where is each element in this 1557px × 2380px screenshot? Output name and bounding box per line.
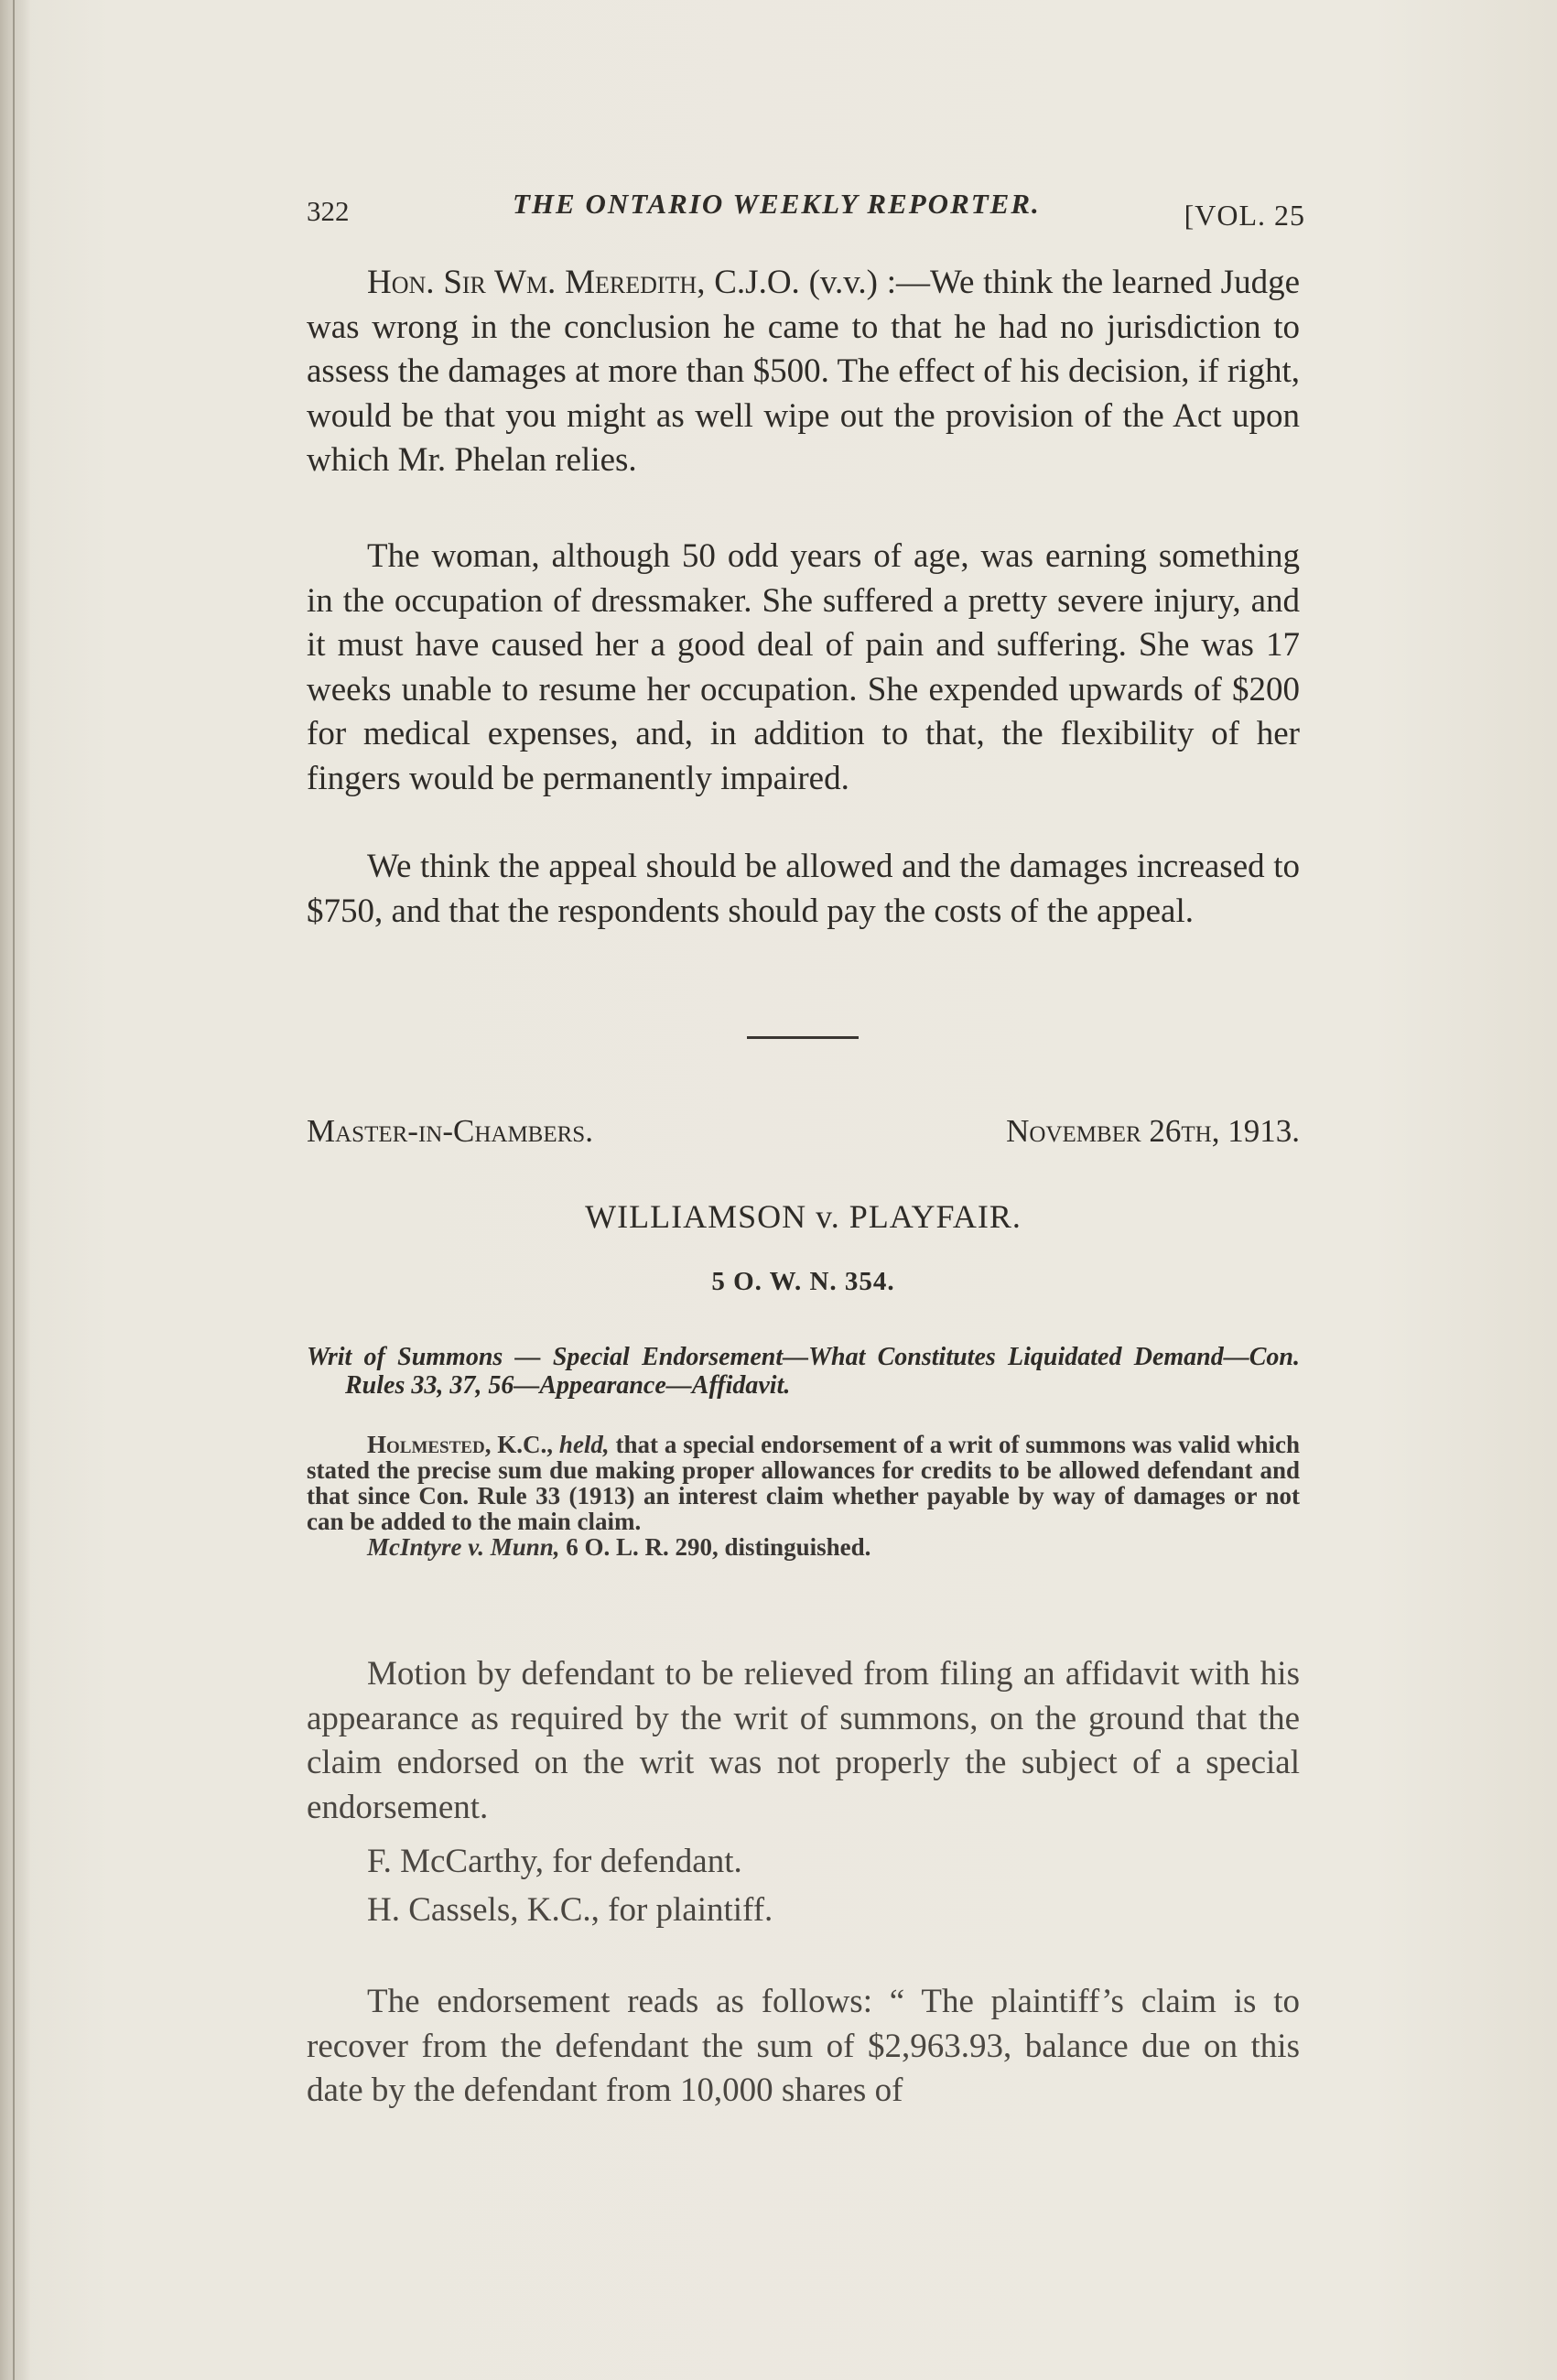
running-header [307, 188, 1305, 243]
judgment-text-1: (v.v.) :—We think the learned Judge was wrong in the conclusion he came to that he had no jurisdiction to assess the damages at more than $500. The effect of his decision, if right, would be that you might as well wipe out the provision of the Act upon which Mr. Phelan relies. [307, 264, 1300, 479]
headnote-held: held, [553, 1431, 610, 1458]
court-date-line [307, 1113, 1300, 1159]
endorsement-text: The endorsement reads as follows: “ The plaintiff’s claim is to recover from the defendant the sum of $2,963.93, balance due on this date by the defendant from 10,000 shares of [307, 1983, 1300, 2109]
headnote [307, 1432, 1300, 1560]
catchwords: Writ of Summons — Special Endorsement—What Constitutes Liquidated Demand—Con. Rules 33, 37, 56—Appearance—Affidavit. [307, 1343, 1300, 1400]
endorsement-paragraph [307, 1980, 1300, 2114]
motion-paragraph [307, 1652, 1300, 1830]
counsel-defendant: F. McCarthy, for defendant. [367, 1843, 742, 1880]
judgment-text-3: We think the appeal should be allowed and the damages increased to $750, and that the respondents should pay the costs of the appeal. [307, 848, 1300, 930]
binding-edge-line [13, 0, 15, 2380]
decision-date: November 26th, 1913. [1006, 1113, 1300, 1149]
volume-label: [VOL. 25 [1184, 199, 1305, 232]
page-binding-shadow [0, 0, 31, 2380]
page-number: 322 [307, 195, 350, 227]
case-citation: 5 O. W. N. 354. [711, 1267, 895, 1296]
distinguished-cite: 6 O. L. R. 290, distinguished. [559, 1533, 871, 1561]
distinguished-case: McIntyre v. Munn, [367, 1533, 560, 1561]
running-title: THE ONTARIO WEEKLY REPORTER. [513, 188, 1041, 220]
motion-text: Motion by defendant to be relieved from filing an affidavit with his appearance as required by the writ of summons, on the ground that the claim endorsed on the writ was not properly the subject of a special endorsement. [307, 1655, 1300, 1826]
judgment-text-2: The woman, although 50 odd years of age, was earning something in the occupation of dressmaker. She suffered a pretty severe injury, and it must have caused her a good deal of pain and suffering. She was 17 weeks unable to resume her occupation. She expended upwards of $200 for medical expenses, and, in addition to that, the flexibility of her fingers would be permanently impaired. [307, 537, 1300, 797]
section-divider [747, 1036, 859, 1039]
judgment-paragraph-3 [307, 845, 1300, 934]
judgment-paragraph-2 [307, 535, 1300, 801]
case-title: WILLIAMSON v. PLAYFAIR. [585, 1198, 1022, 1235]
judgment-paragraph-1 [307, 261, 1300, 483]
headnote-judge: Holmested, K.C., [367, 1431, 554, 1458]
counsel-plaintiff: H. Cassels, K.C., for plaintiff. [367, 1891, 773, 1929]
headnote-text: that a special endorsement of a writ of summons was valid which stated the precise sum due making proper allowances for credits to be allowed defendant and that since Con. Rule 33 (1913) an interest claim whether payable by way of damages or not can be added to the main claim. [307, 1431, 1300, 1535]
judge-name: Hon. Sir Wm. Meredith, C.J.O. [367, 264, 800, 301]
court-name: Master-in-Chambers. [307, 1113, 593, 1149]
